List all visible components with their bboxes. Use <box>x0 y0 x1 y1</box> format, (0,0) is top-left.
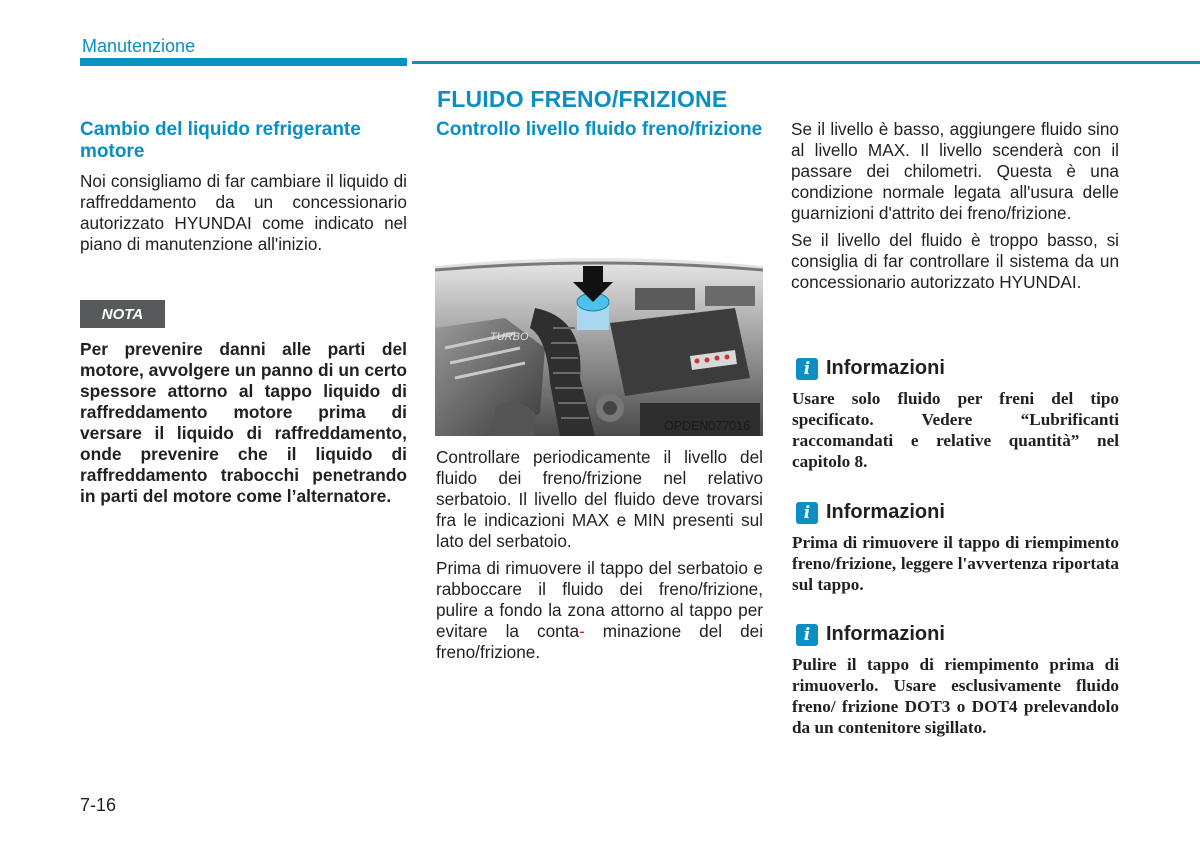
info-box-2 <box>792 501 1119 595</box>
info-title-3: Informazioni <box>826 623 945 645</box>
info-header-1 <box>796 357 1119 380</box>
brake-check-para-1: Controllare periodicamente il livello del fluido dei freno/frizione nel relativo serbatoio. Il livello del fluido deve trovarsi fra le indicazioni MAX e MIN presenti sul lato del serbatoio. <box>436 447 763 551</box>
engine-bay-illustration <box>435 178 763 436</box>
brake-check-text <box>436 447 763 669</box>
image-caption: OPDEN077016 <box>664 419 751 433</box>
brake-check-para-2 <box>436 558 763 663</box>
brake-fluid-heading: Controllo livello fluido freno/frizione <box>436 119 763 140</box>
info-box-1 <box>792 357 1119 472</box>
nota-badge: NOTA <box>80 300 165 328</box>
info-title-2: Informazioni <box>826 501 945 523</box>
coolant-body: Noi consigliamo di far cambiare il liquido di raffreddamento da un concessionario autorizzato HYUNDAI come indicato nel piano di manutenzione all'inizio. <box>80 171 407 254</box>
info-body-1: Usare solo fluido per freni del tipo specificato. Vedere “Lubrificanti raccomandati e relative quantità” nel capitolo 8. <box>792 389 1119 471</box>
info-icon: i <box>796 624 818 646</box>
info-body-2: Prima di rimuovere il tappo di riempimento freno/frizione, leggere l'avvertenza riportata sul tappo. <box>792 533 1119 594</box>
brake-check-para-2-end: minazione del dei freno/frizione. <box>436 621 764 662</box>
coolant-heading: Cambio del liquido refrigerante motore <box>80 119 361 162</box>
page-number: 7-16 <box>80 795 117 815</box>
brake-check-para-2-main: Prima di rimuovere il tappo del serbatoio e rabboccare il fluido dei freno/frizione, pulire a fondo la zona attorno al tappo per evitare la conta <box>436 558 763 641</box>
level-text <box>791 119 1119 299</box>
header-rule-thin <box>412 61 1200 64</box>
info-title-1: Informazioni <box>826 357 945 379</box>
hyphen-mark: - <box>579 621 585 641</box>
engine-bay-image <box>435 178 763 436</box>
page-title: FLUIDO FRENO/FRIZIONE <box>437 86 728 112</box>
info-header-2 <box>796 501 1119 524</box>
section-label: Manutenzione <box>82 36 196 56</box>
info-icon: i <box>796 358 818 380</box>
info-box-3 <box>792 623 1119 738</box>
nota-text: Per prevenire danni alle parti del motore, avvolgere un panno di un certo spessore attorno al tappo liquido di raffreddamento motore prima di versare il liquido di raffreddamento, onde prevenire che il liquido di raffreddamento trabocchi penetrando in parti del motore come l’alternatore. <box>80 339 407 506</box>
info-body-3: Pulire il tappo di riempimento prima di rimuoverlo. Usare esclusivamente fluido freno/ frizione DOT3 o DOT4 prelevandolo da un contenitore sigillato. <box>792 655 1119 737</box>
engine-turbo-label: TURBO <box>490 331 529 343</box>
level-para-1: Se il livello è basso, aggiungere fluido sino al livello MAX. Il livello scenderà con il passare dei chilometri. Questa è una condizione normale legata all'usura delle guarnizioni d'attrito dei freno/frizione. <box>791 119 1119 223</box>
info-icon: i <box>796 502 818 524</box>
info-header-3 <box>796 623 1119 646</box>
level-para-2: Se il livello del fluido è troppo basso, si consiglia di far controllare il sistema da un concessionario autorizzato HYUNDAI. <box>791 230 1119 292</box>
header-rule-thick <box>80 58 407 66</box>
